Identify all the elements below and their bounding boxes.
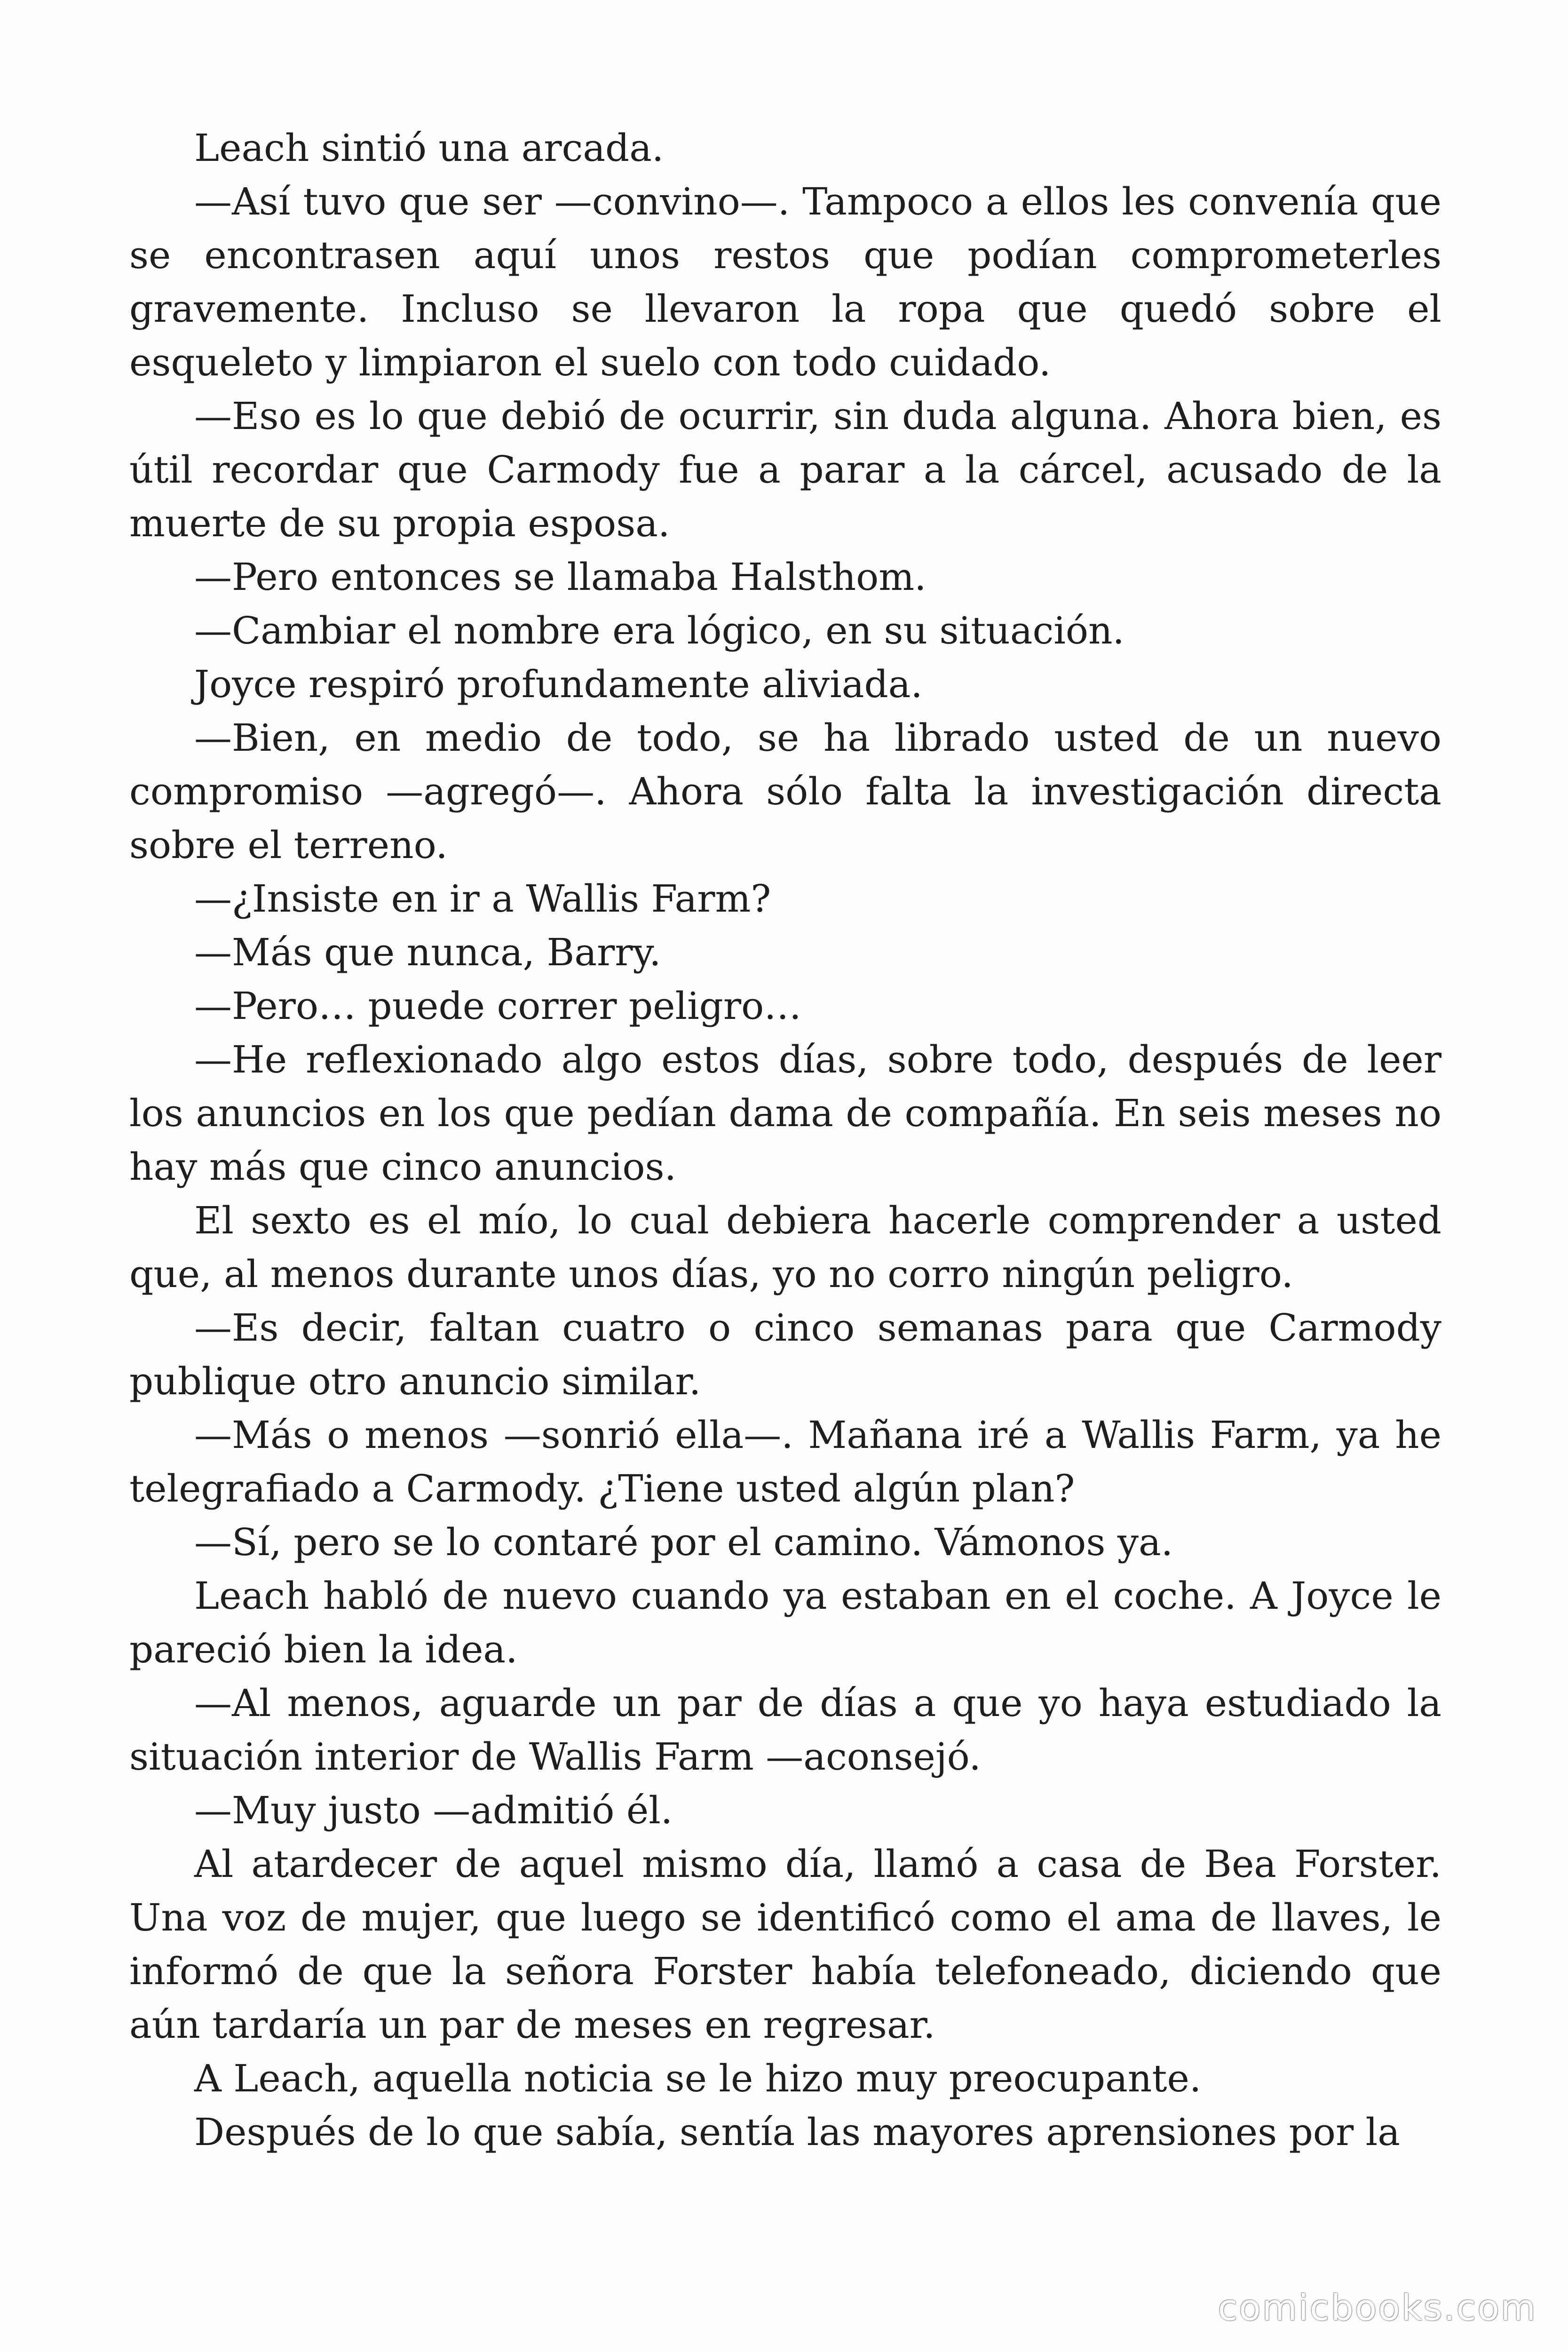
paragraph-1: Leach sintió una arcada. xyxy=(194,126,664,170)
paragraph-21: Después de lo que sabía, sentía las mayores aprensiones por la xyxy=(194,2110,1400,2154)
paragraph-3: —Eso es lo que debió de ocurrir, sin duda alguna. Ahora bien, es útil recordar que Carmody fue a parar a la cárcel, acusado de la muerte de su propia esposa. xyxy=(129,394,1441,545)
paragraph-11: —He reflexionado algo estos días, sobre todo, después de leer los anuncios en los que pedían dama de compañía. En seis meses no hay más que cinco anuncios. xyxy=(129,1038,1441,1189)
paragraph-19: Al atardecer de aquel mismo día, llamó a casa de Bea Forster. Una voz de mujer, que luego se identificó como el ama de llaves, le informó de que la señora Forster había telefoneado, diciendo que aún tardaría un par de meses en regresar. xyxy=(129,1842,1441,2047)
paragraph-17: —Al menos, aguarde un par de días a que yo haya estudiado la situación interior de Wallis Farm —aconsejó. xyxy=(129,1681,1441,1779)
paragraph-10: —Pero… puede correr peligro… xyxy=(194,984,802,1028)
paragraph-2: —Así tuvo que ser —convino—. Tampoco a ellos les convenía que se encontrasen aquí unos restos que podían comprometerles gravemente. Incluso se llevaron la ropa que quedó sobre el esqueleto y limpiaron el suelo con todo cuidado. xyxy=(129,180,1441,384)
page-body-text xyxy=(129,121,1441,2159)
paragraph-18: —Muy justo —admitió él. xyxy=(194,1788,673,1832)
paragraph-5: —Cambiar el nombre era lógico, en su situación. xyxy=(194,609,1125,652)
paragraph-6: Joyce respiró profundamente aliviada. xyxy=(194,662,923,706)
paragraph-20: A Leach, aquella noticia se le hizo muy preocupante. xyxy=(194,2057,1202,2100)
paragraph-8: —¿Insiste en ir a Wallis Farm? xyxy=(194,877,771,921)
paragraph-14: —Más o menos —sonrió ella—. Mañana iré a Wallis Farm, ya he telegrafiado a Carmody. ¿Tiene usted algún plan? xyxy=(129,1413,1441,1510)
paragraph-7: —Bien, en medio de todo, se ha librado usted de un nuevo compromiso —agregó—. Ahora sólo falta la investigación directa sobre el terreno. xyxy=(129,716,1441,867)
site-watermark: comicbooks.com xyxy=(1218,2287,1537,2328)
paragraph-15: —Sí, pero se lo contaré por el camino. Vámonos ya. xyxy=(194,1520,1173,1564)
paragraph-13: —Es decir, faltan cuatro o cinco semanas para que Carmody publique otro anuncio similar. xyxy=(129,1306,1441,1403)
paragraph-9: —Más que nunca, Barry. xyxy=(194,930,661,974)
paragraph-16: Leach habló de nuevo cuando ya estaban en el coche. A Joyce le pareció bien la idea. xyxy=(129,1574,1441,1671)
paragraph-4: —Pero entonces se llamaba Halsthom. xyxy=(194,555,927,599)
paragraph-12: El sexto es el mío, lo cual debiera hacerle comprender a usted que, al menos durante unos días, yo no corro ningún peligro. xyxy=(129,1199,1441,1296)
